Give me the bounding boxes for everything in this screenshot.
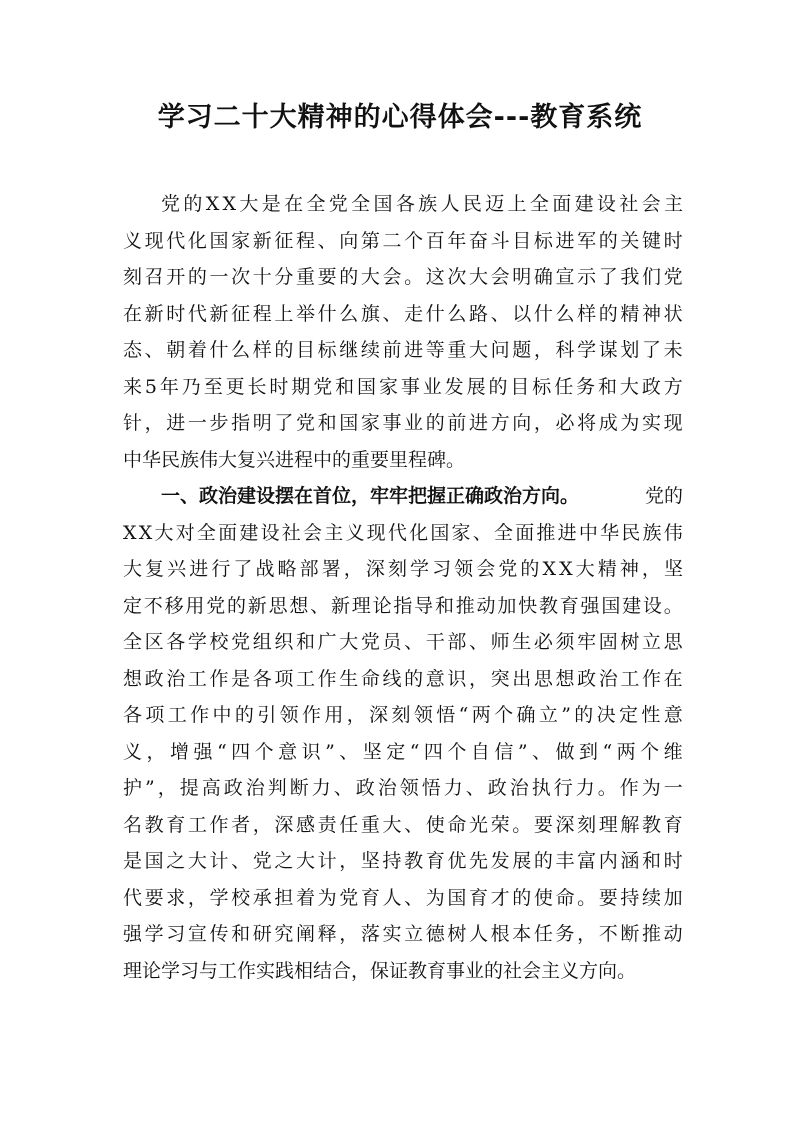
- paragraph-line: 大 复 兴 进 行 了 战 略 部 署 ， 深 刻 学 习 领 会 党 的 X X 大 精 神 ， 坚: [123, 558, 683, 580]
- paragraph-line: 针 ， 进 一 步 指 明 了 党 和 国 家 事 业 的 前 进 方 向 ， 必 将 成 为 实 现: [123, 412, 683, 434]
- paragraph-line: 想 政 治 工 作 是 各 项 工 作 生 命 线 的 意 识 ， 突 出 思 想 政 治 工 作 在: [123, 667, 683, 690]
- paragraph-line-tail: 党的: [644, 485, 683, 507]
- paragraph-line: X X 大 对 全 面 建 设 社 会 主 义 现 代 化 国 家 、 全 面 推 进 中 华 民 族 伟: [123, 521, 683, 544]
- paragraph-line: 代 要 求 ， 学 校 承 担 着 为 党 育 人 、 为 国 育 才 的 使 命 。 要 持 续 加: [123, 886, 683, 909]
- paragraph-line: 党 的 X X 大 是 在 全 党 全 国 各 族 人 民 迈 上 全 面 建 设 社 会 主: [161, 193, 683, 215]
- section-heading-line: [123, 478, 683, 515]
- document-title: 学习二十大精神的心得体会---教育系统: [157, 102, 643, 133]
- paragraph-line: 态 、 朝 着 什 么 样 的 目 标 继 续 前 进 等 重 大 问 题 ， 科 学 谋 划 了 未: [123, 339, 683, 361]
- paragraph-line: 刻 召 开 的 一 次 十 分 重 要 的 大 会 。 这 次 大 会 明 确 宣 示 了 我 们 党: [123, 266, 683, 288]
- paragraph-line: 来 5 年 乃 至 更 长 时 期 党 和 国 家 事 业 发 展 的 目 标 任 务 和 大 政 方: [123, 375, 683, 398]
- paragraph-line: 定 不 移 用 党 的 新 思 想 、 新 理 论 指 导 和 推 动 加 快 教 育 强 国 建 设 。: [123, 594, 683, 617]
- paragraph-line: 各 项 工 作 中 的 引 领 作 用 ， 深 刻 领 悟 “ 两 个 确 立 ” 的 决 定 性 意: [123, 704, 683, 726]
- paragraph-line: 护 ” ， 提 高 政 治 判 断 力 、 政 治 领 悟 力 、 政 治 执 行 力 。 作 为 一: [123, 777, 683, 799]
- paragraph-line: 义 现 代 化 国 家 新 征 程 、 向 第 二 个 百 年 奋 斗 目 标 进 军 的 关 键 时: [123, 229, 683, 252]
- paragraph-line: 全 区 各 学 校 党 组 织 和 广 大 党 员 、 干 部 、 师 生 必 须 牢 固 树 立 思: [123, 631, 683, 653]
- paragraph-line: 理论学习与工作实践相结合，保证教育事业的社会主义方向。: [123, 959, 637, 982]
- paragraph-line: 在 新 时 代 新 征 程 上 举 什 么 旗 、 走 什 么 路 、 以 什 么 样 的 精 神 状: [123, 302, 683, 325]
- paragraph-line: 义 ， 增 强 “ 四 个 意 识 ” 、 坚 定 “ 四 个 自 信 ” 、 做 到 “ 两 个 维: [123, 740, 683, 763]
- document-body: [123, 186, 683, 989]
- paragraph-line: 中华民族伟大复兴进程中的重要里程碑。: [123, 448, 466, 471]
- paragraph-line: 是 国 之 大 计 、 党 之 大 计 ， 坚 持 教 育 优 先 发 展 的 丰 富 内 涵 和 时: [123, 850, 683, 872]
- paragraph-line: 强 学 习 宣 传 和 研 究 阐 释 ， 落 实 立 德 树 人 根 本 任 务 ， 不 断 推 动: [123, 923, 683, 945]
- section-heading: 一、政治建设摆在首位，牢牢把握正确政治方向。: [161, 485, 580, 507]
- paragraph-line: 名 教 育 工 作 者 ， 深 感 责 任 重 大 、 使 命 光 荣 。 要 深 刻 理 解 教 育: [123, 813, 683, 836]
